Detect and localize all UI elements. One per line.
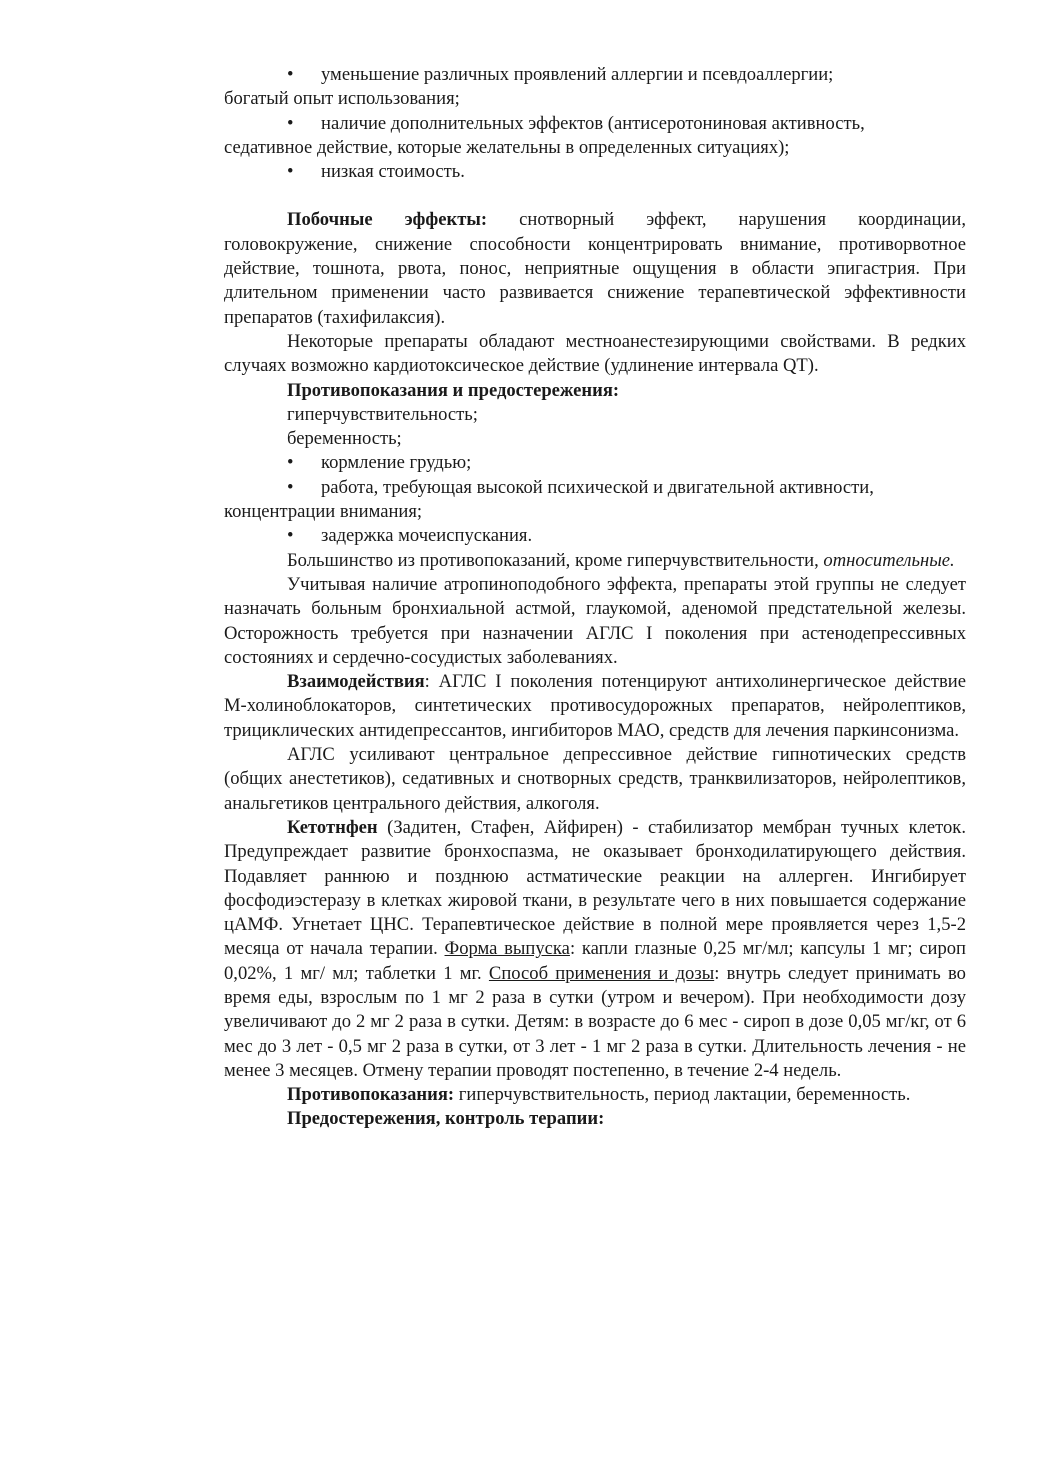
section-label: Противопоказания:	[287, 1084, 455, 1106]
list-item-text: наличие дополнительных эффектов (антисеротониновая активность,	[321, 112, 865, 134]
italic-text: относительные.	[823, 549, 955, 571]
text-line: гиперчувствительность;	[287, 403, 478, 425]
paragraph-text: Большинство из противопоказаний, кроме гиперчувствительности,	[287, 549, 824, 571]
document-page	[224, 63, 966, 1132]
paragraph-text: (Задитен, Стафен, Айфирен) - стабилизатор мембран тучных клеток. Предупреждает развитие бронхоспазма, не оказывает бронходилатирующего действия. Подавляет раннюю и позднюю астматические реакции на аллерген. Ингибирует фосфодиэстеразу в клетках жировой ткани, в результате чего в них повышается содержание цАМФ. Угнетает ЦНС. Терапевтическое действие в полной мере проявляется через 1,5-2 месяца от начала терапии.	[224, 816, 966, 960]
paragraph	[224, 1083, 966, 1107]
ketotifen-paragraph	[224, 816, 966, 1083]
bullet-icon: •	[287, 476, 294, 498]
heading-text: Предостережения, контроль терапии:	[287, 1108, 605, 1130]
paragraph-text: : АГЛС I поколения потенцируют антихолинергическое действие М-холиноблокаторов, синтетических противосудорожных препаратов, нейролептиков, трициклических антидепрессантов, ингибиторов МАО, средств для лечения паркинсонизма.	[224, 671, 966, 741]
drug-name: Кетотнфен	[287, 816, 378, 838]
paragraph-text: : капли глазные 0,25 мг/мл; капсулы 1 мг; сироп 0,02%, 1 мг/ мл; таблетки 1 мг.	[224, 938, 966, 984]
list-item-text: кормление грудью;	[321, 452, 472, 474]
list-item	[224, 451, 966, 475]
interactions-paragraph	[224, 670, 966, 743]
list-item-text: уменьшение различных проявлений аллергии и псевдоаллергии;	[321, 64, 834, 85]
text-line: седативное действие, которые желательны в определенных ситуациях);	[224, 136, 790, 158]
paragraph-text: гиперчувствительность, период лактации, беременность.	[454, 1084, 911, 1106]
side-effects-paragraph	[224, 208, 966, 329]
text-line: беременность;	[287, 428, 402, 450]
text-line: концентрации внимания;	[224, 501, 423, 523]
paragraph-text: : внутрь следует принимать во время еды, взрослым по 1 мг 2 раза в сутки (утром и вечером). При необходимости дозу увеличивают до 2 мг 2 раза в сутки. Детям: в возрасте до 6 мес - сироп в дозе 0,05 мг/кг, от 6 мес до 3 лет - 0,5 мг 2 раза в сутки, от 3 лет - 1 мг 2 раза в сутки. Длительность лечения - не менее 3 месяцев. Отмену терапии проводят постепенно, в течение 2-4 недель.	[224, 962, 966, 1081]
list-item	[224, 112, 966, 136]
dose-label: Способ применения и дозы	[488, 962, 715, 984]
section-label: Взаимодействия	[287, 671, 425, 693]
paragraph-text: снотворный эффект, нарушения координации, головокружение, снижение способности концентрировать внимание, противорвотное действие, тошнота, рвота, понос, неприятные ощущения в области эпигастрия. При длительном применении часто развивается снижение терапевтической эффективности препаратов (тахифилаксия).	[224, 209, 966, 328]
section-label: Побочные эффекты:	[287, 209, 488, 231]
bullet-icon: •	[287, 64, 294, 85]
list-item	[224, 476, 966, 500]
paragraph: Некоторые препараты обладают местноанестезирующими свойствами. В редких случаях возможно кардиотоксическое действие (удлинение интервала QT).	[224, 330, 966, 377]
list-item	[224, 160, 966, 184]
form-label: Форма выпуска	[444, 938, 570, 960]
bullet-icon: •	[287, 525, 294, 547]
list-item-text: работа, требующая высокой психической и двигательной активности,	[321, 476, 874, 498]
bullet-icon: •	[287, 452, 294, 474]
heading-text: Противопоказания и предостережения:	[287, 379, 620, 401]
bullet-icon: •	[287, 112, 294, 134]
bullet-icon: •	[287, 161, 294, 183]
list-item-text: низкая стоимость.	[321, 161, 465, 183]
text-line: богатый опыт использования;	[224, 88, 460, 110]
section-heading	[224, 379, 966, 403]
paragraph: Учитывая наличие атропиноподобного эффекта, препараты этой группы не следует назначать больным бронхиальной астмой, глаукомой, аденомой предстательной железы. Осторожность требуется при назначении АГЛС I поколения при астенодепрессивных состояниях и сердечно-сосудистых заболеваниях.	[224, 573, 966, 668]
section-heading	[224, 1107, 966, 1131]
list-item-text: задержка мочеиспускания.	[321, 525, 533, 547]
list-item	[224, 63, 966, 87]
list-item	[224, 524, 966, 548]
paragraph: АГЛС усиливают центральное депрессивное действие гипнотических средств (общих анестетиков), седативных и снотворных средств, транквилизаторов, нейролептиков, анальгетиков центрального действия, алкоголя.	[224, 744, 966, 814]
paragraph	[224, 549, 966, 573]
